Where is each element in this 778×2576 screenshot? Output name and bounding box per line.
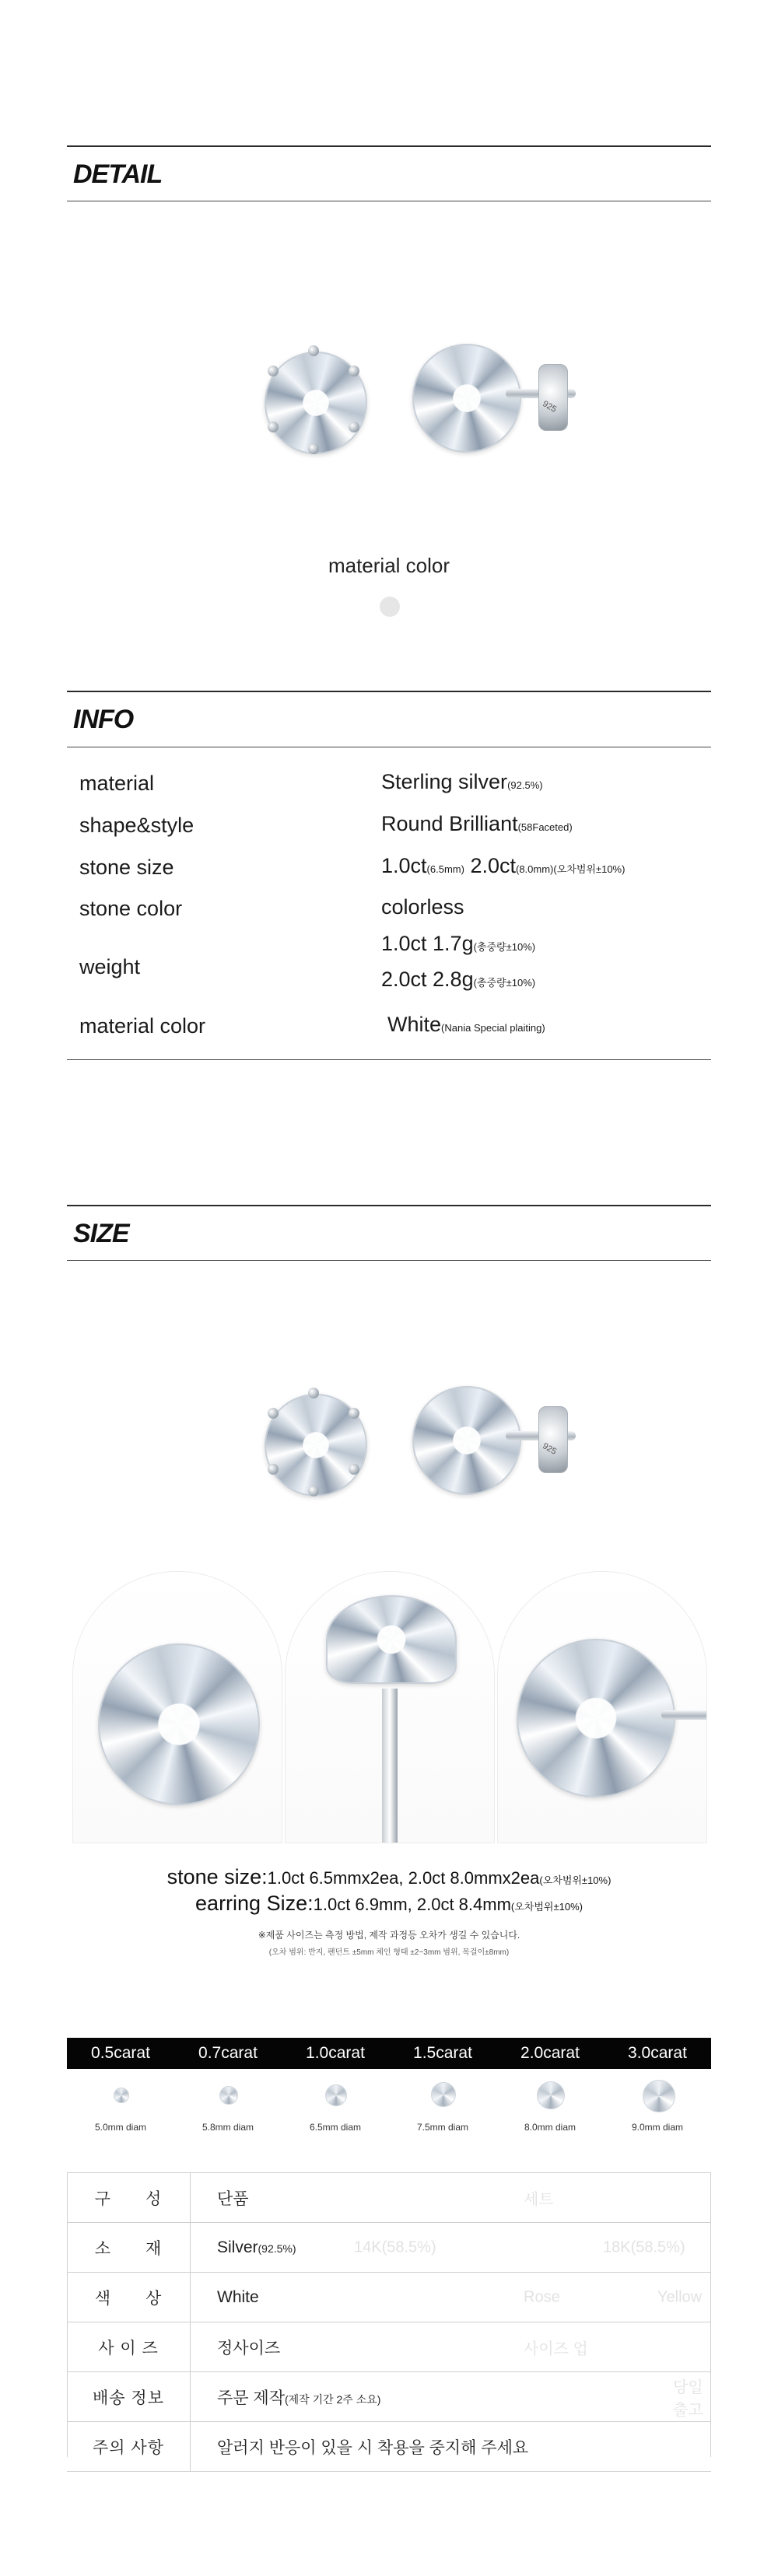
prong (268, 422, 279, 432)
info-value-stone-color: colorless (381, 895, 464, 919)
prong (268, 366, 279, 376)
prong (268, 1408, 279, 1419)
earring-back (538, 364, 568, 431)
stone-size-line (78, 1865, 700, 1889)
value-note: (Nania Special plaiting) (441, 1022, 545, 1034)
closeup-prong-view (285, 1571, 495, 1843)
carat-cell-1.0: 1.0carat (282, 2038, 390, 2069)
value-text: Sterling silver (381, 770, 508, 793)
prong (349, 1464, 359, 1475)
spec-option-ghost: Yellow (657, 2288, 703, 2305)
prong (268, 1464, 279, 1475)
spec-value: 정사이즈 (217, 2339, 281, 2357)
value-note: (92.5%) (507, 779, 543, 791)
carat-cell-3.0: 3.0carat (604, 2038, 711, 2069)
prong (308, 345, 319, 356)
side-stone (412, 1386, 521, 1495)
info-value-material-color (387, 1013, 545, 1037)
earring-back (538, 1406, 568, 1473)
earring-size-label: earring Size: (195, 1892, 314, 1915)
carat-diam-2.0: 8.0mm diam (524, 2122, 576, 2133)
info-label-shape: shape&style (79, 814, 194, 837)
size-earring-image (249, 1377, 576, 1524)
closeup-post (382, 1689, 398, 1843)
earring-size-value: 1.0ct 6.9mm, 2.0ct 8.4mm (313, 1895, 511, 1914)
spec-option-ghost: 18K(58.5%) (603, 2238, 685, 2256)
spec-option-ghost: 당일 출고 (673, 2378, 703, 2419)
detail-earring-image (249, 334, 576, 482)
info-value-material (381, 770, 543, 794)
stone-size-note: (오차범위±10%) (539, 1874, 612, 1886)
spec-value-cell (191, 2422, 712, 2472)
spec-key: 소 재 (67, 2223, 191, 2273)
value-note-2: (8.0mm) (516, 863, 554, 875)
value-note-2: (총중량±10%) (473, 977, 536, 989)
spec-value-cell (191, 2273, 712, 2322)
carat-diam-1.0: 6.5mm diam (309, 2122, 362, 2133)
earring-size-line (78, 1892, 700, 1916)
product-spec-table (67, 2172, 711, 2472)
info-bottom-rule (67, 1059, 711, 1060)
spec-option-ghost: 세트 (524, 2191, 554, 2208)
prong (349, 422, 359, 432)
prong (308, 1388, 319, 1398)
value-text: 1.0ct 1.7g (381, 932, 474, 955)
carat-diam-0.5: 5.0mm diam (94, 2122, 147, 2133)
value-text: Round Brilliant (381, 812, 518, 835)
carat-stone-1.5 (431, 2082, 456, 2107)
spec-value-note: (제작 기간 2주 소요) (284, 2392, 381, 2406)
value-text: White (387, 1013, 442, 1036)
carat-stone-0.5 (114, 2088, 129, 2103)
spec-option-ghost: Rose (524, 2288, 560, 2305)
carat-cell-1.5: 1.5carat (389, 2038, 497, 2069)
spec-value: 주문 제작 (217, 2389, 285, 2407)
prong (349, 1408, 359, 1419)
carat-stone-0.7 (219, 2086, 238, 2105)
value-text-2: 2.0ct (470, 854, 516, 877)
info-value-weight-2 (381, 968, 535, 992)
info-value-stone-size (381, 854, 625, 878)
spec-value: Silver (217, 2238, 258, 2256)
spec-value-cell (191, 2173, 712, 2223)
info-label-weight: weight (79, 955, 141, 978)
size-section-title: SIZE (73, 1219, 129, 1248)
spec-key: 배송 정보 (67, 2372, 191, 2422)
info-value-shape (381, 812, 573, 836)
info-top-rule (67, 691, 711, 692)
info-label-stone-color: stone color (79, 897, 183, 920)
value-text-2: 2.0ct 2.8g (381, 968, 474, 991)
spec-row (67, 2273, 711, 2322)
spec-value: 알러지 반응이 있을 시 착용을 중지해 주세요 (217, 2438, 529, 2457)
value-note: (총중량±10%) (473, 941, 536, 953)
spec-value: White (217, 2287, 259, 2306)
spec-option-ghost: 14K(58.5%) (354, 2238, 436, 2256)
spec-value-note: (92.5%) (258, 2242, 296, 2255)
spec-row (67, 2372, 711, 2422)
closeup-stone (326, 1595, 457, 1684)
size-notice: ※제품 사이즈는 측정 방법, 제작 과정등 오차가 생길 수 있습니다. (258, 1930, 520, 1941)
spec-key: 사 이 즈 (67, 2322, 191, 2372)
carat-cell-2.0: 2.0carat (496, 2038, 605, 2069)
value-note-3: (오차범위±10%) (553, 863, 626, 875)
detail-section-title: DETAIL (73, 159, 163, 189)
material-color-label: material color (328, 554, 450, 577)
value-note: (58Faceted) (517, 821, 573, 833)
back-stamp: 925 (541, 1441, 559, 1457)
spec-value-cell (191, 2372, 712, 2422)
info-section-title: INFO (73, 705, 134, 734)
size-bottom-rule (67, 1260, 711, 1261)
carat-cell-0.7: 0.7carat (174, 2038, 282, 2069)
spec-row (67, 2223, 711, 2273)
spec-key: 주의 사항 (67, 2422, 191, 2472)
closeup-side-view (497, 1571, 707, 1843)
detail-top-rule (67, 145, 711, 147)
carat-stone-1.0 (325, 2084, 347, 2106)
prong (349, 366, 359, 376)
info-label-material: material (79, 772, 155, 795)
side-stone (412, 344, 521, 453)
spec-key: 구 성 (67, 2173, 191, 2223)
spec-value-cell (191, 2322, 712, 2372)
closeup-stone (517, 1639, 675, 1797)
spec-row (67, 2322, 711, 2372)
spec-value: 단품 (217, 2189, 249, 2208)
closeup-top-view (72, 1571, 282, 1843)
info-value-weight-1 (381, 932, 535, 956)
stone-size-value: 1.0ct 6.5mmx2ea, 2.0ct 8.0mmx2ea (267, 1868, 540, 1888)
spec-value-cell (191, 2223, 712, 2273)
carat-diam-3.0: 9.0mm diam (631, 2122, 684, 2133)
size-notice-sub: (오차 범위: 반지, 팬던트 ±5mm 체인 형태 ±2~3mm 범위, 목걸이±8mm) (268, 1948, 510, 1957)
spec-key: 색 상 (67, 2273, 191, 2322)
carat-diam-0.7: 5.8mm diam (202, 2122, 254, 2133)
info-label-stone-size: stone size (79, 856, 174, 879)
size-top-rule (67, 1205, 711, 1206)
carat-stone-3.0 (643, 2080, 675, 2112)
spec-option-ghost: 사이즈 업 (524, 2340, 588, 2357)
prong (308, 1486, 319, 1496)
earring-size-note: (오차범위±10%) (510, 1901, 583, 1913)
closeup-stone (98, 1643, 260, 1805)
closeup-post (661, 1710, 707, 1720)
info-label-material-color: material color (79, 1014, 206, 1038)
carat-cell-0.5: 0.5carat (67, 2038, 175, 2069)
back-stamp: 925 (541, 399, 559, 415)
spec-row (67, 2173, 711, 2223)
carat-stone-2.0 (537, 2081, 565, 2109)
carat-diam-1.5: 7.5mm diam (416, 2122, 469, 2133)
value-text: 1.0ct (381, 854, 427, 877)
stone-size-label: stone size: (166, 1865, 268, 1888)
material-color-swatch[interactable] (380, 597, 400, 617)
value-note: (6.5mm) (426, 863, 464, 875)
prong (308, 443, 319, 454)
spec-row (67, 2422, 711, 2472)
